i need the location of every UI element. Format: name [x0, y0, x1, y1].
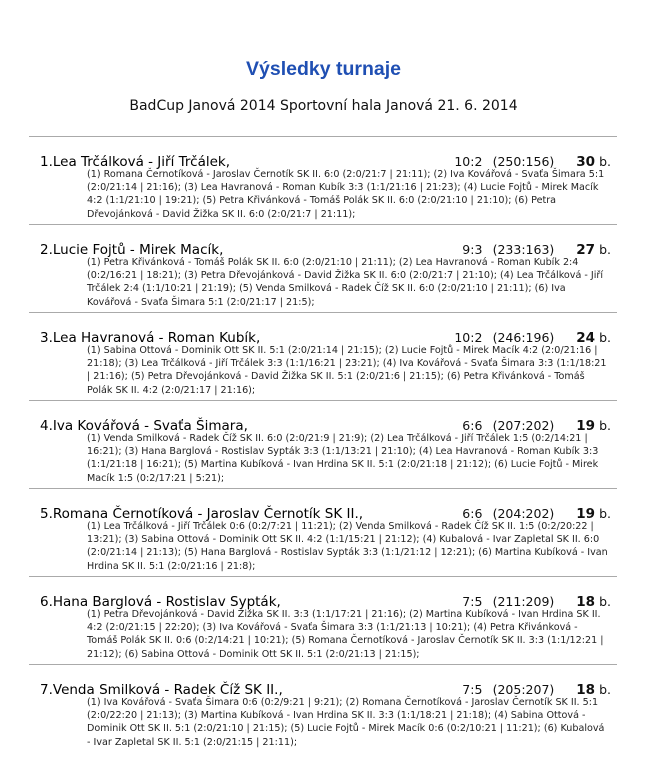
score-unit: b. — [599, 330, 611, 345]
tournament-subtitle: BadCup Janová 2014 Sportovní hala Janová 21. 6. 2014 — [129, 98, 518, 114]
entry-header — [40, 151, 611, 169]
score-unit: b. — [599, 594, 611, 609]
points-ratio: (246:196) — [492, 330, 555, 345]
pair-name: 6.Hana Barglová - Rostislav Sypták, — [40, 594, 281, 610]
score-unit: b. — [599, 682, 611, 697]
score-value: 24 — [576, 330, 596, 346]
result-entry-5 — [29, 488, 617, 576]
score-unit: b. — [599, 418, 611, 433]
pair-name: 2.Lucie Fojtů - Mirek Macík, — [40, 242, 224, 258]
results-list — [29, 136, 617, 764]
result-entry-1 — [29, 136, 617, 224]
entry-header — [40, 415, 611, 433]
sets-ratio: 10:2 — [454, 154, 483, 169]
points-ratio: (211:209) — [492, 594, 555, 609]
result-entry-2 — [29, 224, 617, 312]
match-details: (1) Petra Dřevojánková - David Žižka SK II. 3:3 (1:1/17:21 | 21:16); (2) Martina Kubíková - Ivan Hrdina SK II. 4:2 (2:0/21:15 | 22:20); (3) Iva Kovářová - Svaťa Šimara 3:3 (1:1/21:13 | 10:21); (4) Petra Křivánková - Tomáš Polák SK II. 0:6 (0:2/14:21 | 10:21); (5) Romana Černotíková - Jaroslav Černotík SK II. 3:3 (1:1/12:21 | 21:12); (6) Sabina Ottová - Dominik Ott SK II. 5:1 (2:0/21:13 | 21:15); — [87, 609, 604, 660]
match-details: (1) Lea Trčálková - Jiří Trčálek 0:6 (0:2/7:21 | 11:21); (2) Venda Smilková - Radek Číž SK II. 1:5 (0:2/20:22 | 13:21); (3) Sabina Ottová - Dominik Ott SK II. 4:2 (1:1/15:21 | 21:12); (4) Kubalová - Ivar Zapletal SK II. 6:0 (2:0/21:14 | 21:13); (5) Hana Barglová - Rostislav Sypták 3:3 (1:1/21:12 | 12:21); (6) Martina Kubíková - Ivan Hrdina SK II. 5:1 (2:0/21:16 | 21:8); — [87, 521, 608, 572]
pair-name: 4.Iva Kovářová - Svaťa Šimara, — [40, 418, 248, 434]
sets-ratio: 9:3 — [462, 242, 483, 257]
score-value: 18 — [576, 682, 596, 698]
match-details: (1) Romana Černotíková - Jaroslav Černotík SK II. 6:0 (2:0/21:7 | 21:11); (2) Iva Kovářová - Svaťa Šimara 5:1 (2:0/21:14 | 21:16); (3) Lea Havranová - Roman Kubík 3:3 (1:1/21:16 | 21:23); (4) Lucie Fojtů - Mirek Macík 4:2 (1:1/21:10 | 19:21); (5) Petra Křivánková - Tomáš Polák SK II. 6:0 (2:0/21:10 | 21:10); (6) Petra Dřevojánková - David Žižka SK II. 6:0 (2:0/21:7 | 21:11); — [87, 169, 605, 220]
score-unit: b. — [599, 154, 611, 169]
entry-header — [40, 327, 611, 345]
pair-name: 5.Romana Černotíková - Jaroslav Černotík SK II., — [40, 506, 364, 522]
points-ratio: (205:207) — [492, 682, 555, 697]
pair-name: 7.Venda Smilková - Radek Číž SK II., — [40, 682, 283, 698]
score-unit: b. — [599, 242, 611, 257]
pair-name: 3.Lea Havranová - Roman Kubík, — [40, 330, 261, 346]
match-details: (1) Sabina Ottová - Dominik Ott SK II. 5:1 (2:0/21:14 | 21:15); (2) Lucie Fojtů - Mirek Macík 4:2 (2:0/21:16 | 21:18); (3) Lea Trčálková - Jiří Trčálek 3:3 (1:1/16:21 | 23:21); (4) Iva Kovářová - Svaťa Šimara 3:3 (1:1/18:21 | 21:16); (5) Petra Dřevojánková - David Žižka SK II. 5:1 (2:0/21:6 | 21:15); (6) Petra Křivánková - Tomáš Polák SK II. 4:2 (2:0/21:17 | 21:16); — [87, 345, 607, 396]
points-ratio: (207:202) — [492, 418, 555, 433]
sets-ratio: 7:5 — [462, 682, 483, 697]
result-entry-7 — [29, 664, 617, 764]
result-entry-3 — [29, 312, 617, 400]
sets-ratio: 6:6 — [462, 506, 483, 521]
result-entry-4 — [29, 400, 617, 488]
page-title: Výsledky turnaje — [246, 58, 401, 80]
match-details: (1) Venda Smilková - Radek Číž SK II. 6:0 (2:0/21:9 | 21:9); (2) Lea Trčálková - Jiří Trčálek 1:5 (0:2/14:21 | 16:21); (3) Hana Barglová - Rostislav Sypták 3:3 (1:1/13:21 | 21:10); (4) Lea Havranová - Roman Kubík 3:3 (1:1/21:18 | 16:21); (5) Martina Kubíková - Ivan Hrdina SK II. 5:1 (2:0/21:18 | 21:12); (6) Lucie Fojtů - Mirek Macík 1:5 (0:2/17:21 | 5:21); — [87, 433, 599, 484]
score-value: 19 — [576, 418, 596, 434]
points-ratio: (233:163) — [492, 242, 555, 257]
entry-header — [40, 503, 611, 521]
score-unit: b. — [599, 506, 611, 521]
points-ratio: (250:156) — [492, 154, 555, 169]
points-ratio: (204:202) — [492, 506, 555, 521]
entry-header — [40, 591, 611, 609]
match-details: (1) Iva Kovářová - Svaťa Šimara 0:6 (0:2/9:21 | 9:21); (2) Romana Černotíková - Jaroslav Černotík SK II. 5:1 (2:0/22:20 | 21:13); (3) Martina Kubíková - Ivan Hrdina SK II. 3:3 (1:1/18:21 | 21:18); (4) Sabina Ottová - Dominik Ott SK II. 5:1 (2:0/21:10 | 21:15); (5) Lucie Fojtů - Mirek Macík 0:6 (0:2/10:21 | 11:21); (6) Kubalová - Ivar Zapletal SK II. 5:1 (2:0/21:15 | 21:11); — [87, 697, 605, 748]
match-details: (1) Petra Křivánková - Tomáš Polák SK II. 6:0 (2:0/21:10 | 21:11); (2) Lea Havranová - Roman Kubík 2:4 (0:2/16:21 | 18:21); (3) Petra Dřevojánková - David Žižka SK II. 6:0 (2:0/21:7 | 21:10); (4) Lea Trčálková - Jiří Trčálek 2:4 (1:1/10:21 | 21:19); (5) Venda Smilková - Radek Číž SK II. 6:0 (2:0/21:10 | 21:11); (6) Iva Kovářová - Svaťa Šimara 5:1 (2:0/21:17 | 21:5); — [87, 257, 604, 308]
score-value: 27 — [576, 242, 596, 258]
pair-name: 1.Lea Trčálková - Jiří Trčálek, — [40, 154, 231, 170]
result-entry-6 — [29, 576, 617, 664]
sets-ratio: 10:2 — [454, 330, 483, 345]
entry-header — [40, 679, 611, 697]
score-value: 19 — [576, 506, 596, 522]
score-value: 30 — [576, 154, 596, 170]
sets-ratio: 7:5 — [462, 594, 483, 609]
score-value: 18 — [576, 594, 596, 610]
entry-header — [40, 239, 611, 257]
sets-ratio: 6:6 — [462, 418, 483, 433]
